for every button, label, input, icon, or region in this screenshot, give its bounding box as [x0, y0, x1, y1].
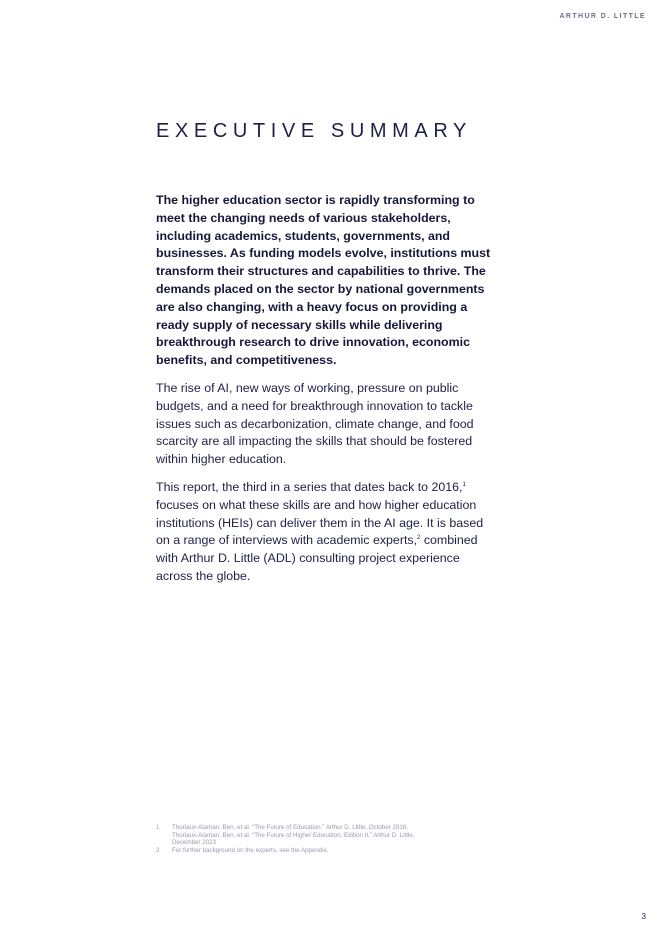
footnotes	[156, 824, 476, 854]
footnote-number: 1	[156, 824, 160, 831]
footnote-ref-1[interactable]: 1	[462, 481, 466, 488]
footnote-line: For further background on the experts, see the Appendix.	[172, 846, 329, 854]
lead-paragraph: The higher education sector is rapidly transforming to meet the changing needs of various stakeholders, including academics, students, governments, and businesses. As funding models evolve, institutions must transform their structures and capabilities to thrive. The demands placed on the sector by national governments are also changing, with a heavy focus on providing a ready supply of necessary skills while delivering breakthrough research to drive innovation, economic benefits, and competitiveness.	[156, 193, 491, 368]
footnote-number: 2	[156, 846, 160, 854]
footnote-2	[156, 847, 476, 855]
body-paragraph-report	[156, 479, 492, 586]
footnote-line: December 2023	[172, 839, 217, 847]
page-title: EXECUTIVE SUMMARY	[156, 120, 472, 142]
report-text-part-3: combined with Arthur D. Little (ADL) consulting project experience across the globe.	[156, 533, 478, 583]
footnote-text	[172, 824, 476, 847]
body-paragraph-ai: The rise of AI, new ways of working, pressure on public budgets, and a need for breakthrough innovation to tackle issues such as decarbonization, climate change, and food scarcity are all impacting the skills that should be fostered within higher education.	[156, 380, 474, 467]
footnote-text	[172, 847, 476, 855]
footnote-line: Thuriaux-Alaman, Ben, et al. “The Future of Education.” Arthur D. Little, October 2016;	[172, 824, 408, 831]
footnote-line: Thuriaux-Alaman, Ben, et al. “The Future of Higher Education, Edition II.” Arthur D. Little,	[172, 831, 415, 839]
page-number: 3	[641, 912, 646, 921]
footnote-ref-2[interactable]: 2	[417, 535, 421, 542]
report-text-part-1: This report, the third in a series that dates back to 2016,	[156, 479, 463, 494]
footnote-1	[156, 824, 476, 847]
brand-header: ARTHUR D. LITTLE	[559, 13, 646, 20]
report-text-part-2: focuses on what these skills are and how higher education institutions (HEIs) can deliver them in the AI age. It is based on a range of interviews with academic experts,	[156, 497, 484, 548]
main-content	[156, 192, 492, 586]
